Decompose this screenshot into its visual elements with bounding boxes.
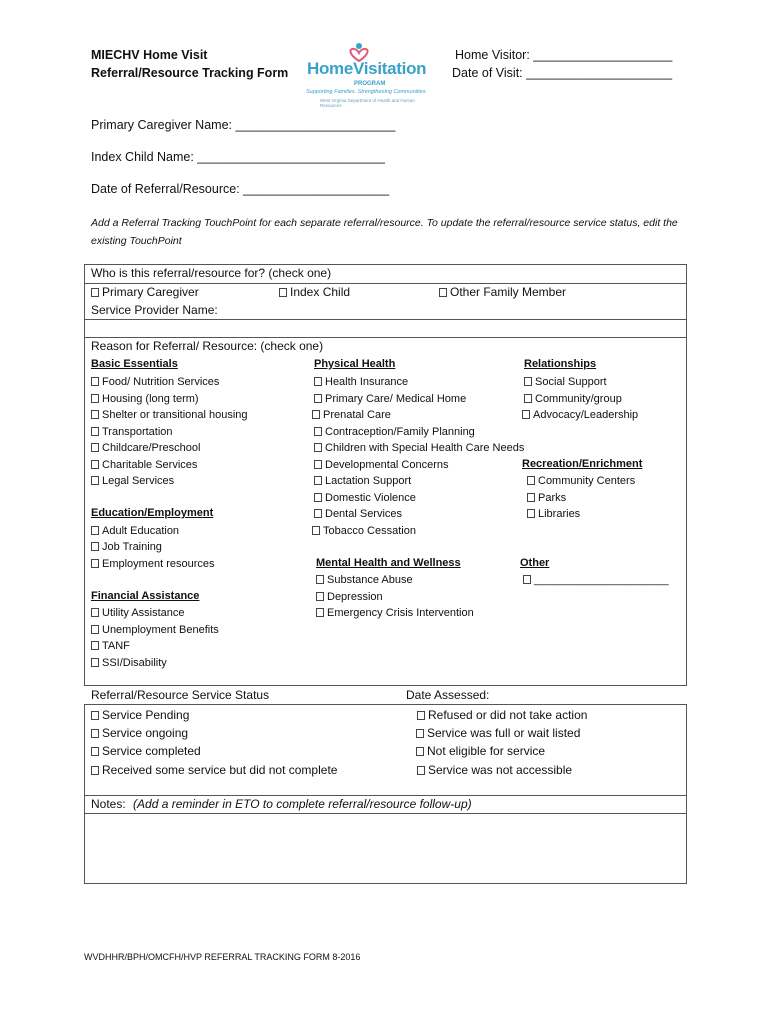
form-title-line1: MIECHV Home Visit xyxy=(91,48,208,62)
physical-item[interactable]: Lactation Support xyxy=(314,474,411,488)
checkbox-icon xyxy=(316,608,324,617)
who-question-row xyxy=(85,265,686,284)
checkbox-icon xyxy=(91,394,99,403)
checkbox-icon xyxy=(91,288,99,297)
status-option[interactable]: Service was full or wait listed xyxy=(416,726,580,740)
checkbox-icon xyxy=(314,394,322,403)
other-item[interactable]: ______________________ xyxy=(523,573,669,587)
recreation-item[interactable]: Community Centers xyxy=(527,474,635,488)
reason-heading: Reason for Referral/ Resource: (check one) xyxy=(91,339,324,353)
who-options-row xyxy=(85,284,686,302)
checkbox-icon xyxy=(91,476,99,485)
mental-item[interactable]: Emergency Crisis Intervention xyxy=(316,606,474,620)
date-of-visit-field[interactable]: Date of Visit: _____________________ xyxy=(452,66,673,80)
relationships-item[interactable]: Community/group xyxy=(524,392,622,406)
logo-tagline: Supporting Families. Strengthening Communities. xyxy=(306,89,428,95)
other-heading: Other xyxy=(520,557,550,569)
checkbox-icon xyxy=(523,575,531,584)
checkbox-icon xyxy=(91,625,99,634)
checkbox-icon xyxy=(416,729,424,738)
relationships-heading: Relationships xyxy=(524,358,597,370)
logo-program: PROGRAM xyxy=(354,81,386,87)
financial-assistance-heading: Financial Assistance xyxy=(91,590,200,602)
reason-heading-row xyxy=(85,338,686,357)
status-heading: Referral/Resource Service Status xyxy=(91,688,270,702)
checkbox-icon xyxy=(522,410,530,419)
home-visitation-logo xyxy=(304,42,432,108)
education-item[interactable]: Job Training xyxy=(91,540,162,554)
checkbox-icon xyxy=(91,410,99,419)
checkbox-icon xyxy=(527,493,535,502)
recreation-enrichment-heading: Recreation/Enrichment xyxy=(522,458,643,470)
checkbox-icon xyxy=(314,493,322,502)
physical-item[interactable]: Prenatal Care xyxy=(312,408,391,422)
option-index-child[interactable]: Index Child xyxy=(279,284,350,301)
recreation-item[interactable]: Libraries xyxy=(527,507,580,521)
checkbox-icon xyxy=(316,575,324,584)
financial-item[interactable]: Unemployment Benefits xyxy=(91,623,219,637)
checkbox-icon xyxy=(279,288,287,297)
form-footer: WVDHHR/BPH/OMCFH/HVP REFERRAL TRACKING FORM 8-2016 xyxy=(84,952,361,962)
checkbox-icon xyxy=(527,509,535,518)
who-question: Who is this referral/resource for? (check one) xyxy=(91,266,332,280)
financial-item[interactable]: TANF xyxy=(91,639,130,653)
checkbox-icon xyxy=(91,559,99,568)
physical-item[interactable]: Contraception/Family Planning xyxy=(314,425,475,439)
referral-box xyxy=(84,264,687,686)
service-provider-label: Service Provider Name: xyxy=(91,303,218,317)
physical-item[interactable]: Developmental Concerns xyxy=(314,458,449,472)
checkbox-icon xyxy=(314,427,322,436)
physical-item[interactable]: Dental Services xyxy=(314,507,402,521)
financial-item[interactable]: SSI/Disability xyxy=(91,656,167,670)
checkbox-icon xyxy=(91,658,99,667)
checkbox-icon xyxy=(527,476,535,485)
checkbox-icon xyxy=(312,410,320,419)
instructions-text: Add a Referral Tracking TouchPoint for each separate referral/resource. To update the referral/resource service status, edit the existing TouchPoint xyxy=(91,217,678,247)
relationships-item[interactable]: Social Support xyxy=(524,375,607,389)
checkbox-icon xyxy=(91,729,99,738)
relationships-item[interactable]: Advocacy/Leadership xyxy=(522,408,638,422)
checkbox-icon xyxy=(417,711,425,720)
basic-item[interactable]: Legal Services xyxy=(91,474,174,488)
checkbox-icon xyxy=(91,427,99,436)
checkbox-icon xyxy=(91,711,99,720)
checkbox-icon xyxy=(91,460,99,469)
education-item[interactable]: Employment resources xyxy=(91,557,215,571)
status-option[interactable]: Service was not accessible xyxy=(417,763,572,777)
status-notes-box xyxy=(84,704,687,884)
physical-item[interactable]: Primary Care/ Medical Home xyxy=(314,392,466,406)
checkbox-icon xyxy=(91,747,99,756)
logo-subtext: West Virginia Department of Health and Human Resources xyxy=(320,98,415,108)
checkbox-icon xyxy=(312,526,320,535)
physical-item[interactable]: Children with Special Health Care Needs xyxy=(314,441,524,455)
checkbox-icon xyxy=(91,377,99,386)
checkbox-icon xyxy=(417,766,425,775)
recreation-item[interactable]: Parks xyxy=(527,491,566,505)
basic-item[interactable]: Transportation xyxy=(91,425,173,439)
checkbox-icon xyxy=(416,747,424,756)
notes-label: Notes: xyxy=(91,797,126,811)
checkbox-icon xyxy=(91,641,99,650)
primary-caregiver-name-field[interactable]: Primary Caregiver Name: _______________________ xyxy=(91,118,396,132)
basic-item[interactable]: Shelter or transitional housing xyxy=(91,408,248,422)
option-primary-caregiver[interactable]: Primary Caregiver xyxy=(91,284,199,301)
physical-item[interactable]: Health Insurance xyxy=(314,375,408,389)
basic-essentials-heading: Basic Essentials xyxy=(91,358,178,370)
status-option[interactable]: Not eligible for service xyxy=(416,744,545,758)
checkbox-icon xyxy=(439,288,447,297)
status-option[interactable]: Refused or did not take action xyxy=(417,708,587,722)
checkbox-icon xyxy=(91,542,99,551)
index-child-name-field[interactable]: Index Child Name: ___________________________ xyxy=(91,150,386,164)
physical-item[interactable]: Domestic Violence xyxy=(314,491,416,505)
home-visitor-field[interactable]: Home Visitor: ____________________ xyxy=(455,48,673,62)
status-option[interactable]: Service completed xyxy=(91,744,201,758)
checkbox-icon xyxy=(314,460,322,469)
mental-item[interactable]: Substance Abuse xyxy=(316,573,413,587)
checkbox-icon xyxy=(314,443,322,452)
checkbox-icon xyxy=(314,476,322,485)
checkbox-icon xyxy=(316,592,324,601)
checkbox-icon xyxy=(314,377,322,386)
notes-heading-row xyxy=(85,795,686,814)
education-employment-heading: Education/Employment xyxy=(91,507,214,519)
basic-item[interactable]: Food/ Nutrition Services xyxy=(91,375,219,389)
physical-health-heading: Physical Health xyxy=(314,358,396,370)
status-option[interactable]: Service Pending xyxy=(91,708,189,722)
checkbox-icon xyxy=(91,526,99,535)
checkbox-icon xyxy=(91,766,99,775)
checkbox-icon xyxy=(524,377,532,386)
checkbox-icon xyxy=(91,443,99,452)
status-option[interactable]: Service ongoing xyxy=(91,726,188,740)
checkbox-icon xyxy=(314,509,322,518)
education-item[interactable]: Adult Education xyxy=(91,524,179,538)
mental-item[interactable]: Depression xyxy=(316,590,383,604)
basic-item[interactable]: Housing (long term) xyxy=(91,392,199,406)
service-provider-row xyxy=(85,302,686,320)
form-title-line2: Referral/Resource Tracking Form xyxy=(91,66,289,80)
logo-text: HomeVisitation xyxy=(307,59,427,78)
checkbox-icon xyxy=(524,394,532,403)
date-of-referral-field[interactable]: Date of Referral/Resource: _____________________ xyxy=(91,182,390,196)
status-option[interactable]: Received some service but did not complete xyxy=(91,763,337,777)
option-other-family-member[interactable]: Other Family Member xyxy=(439,284,566,301)
notes-hint: (Add a reminder in ETO to complete referral/resource follow-up) xyxy=(133,797,472,811)
financial-item[interactable]: Utility Assistance xyxy=(91,606,185,620)
mental-health-heading: Mental Health and Wellness xyxy=(316,557,461,569)
service-provider-input[interactable] xyxy=(85,320,686,338)
basic-item[interactable]: Childcare/Preschool xyxy=(91,441,200,455)
basic-item[interactable]: Charitable Services xyxy=(91,458,197,472)
physical-item[interactable]: Tobacco Cessation xyxy=(312,524,416,538)
checkbox-icon xyxy=(91,608,99,617)
date-assessed-label[interactable]: Date Assessed: xyxy=(406,688,490,702)
notes-textarea[interactable] xyxy=(85,814,686,883)
